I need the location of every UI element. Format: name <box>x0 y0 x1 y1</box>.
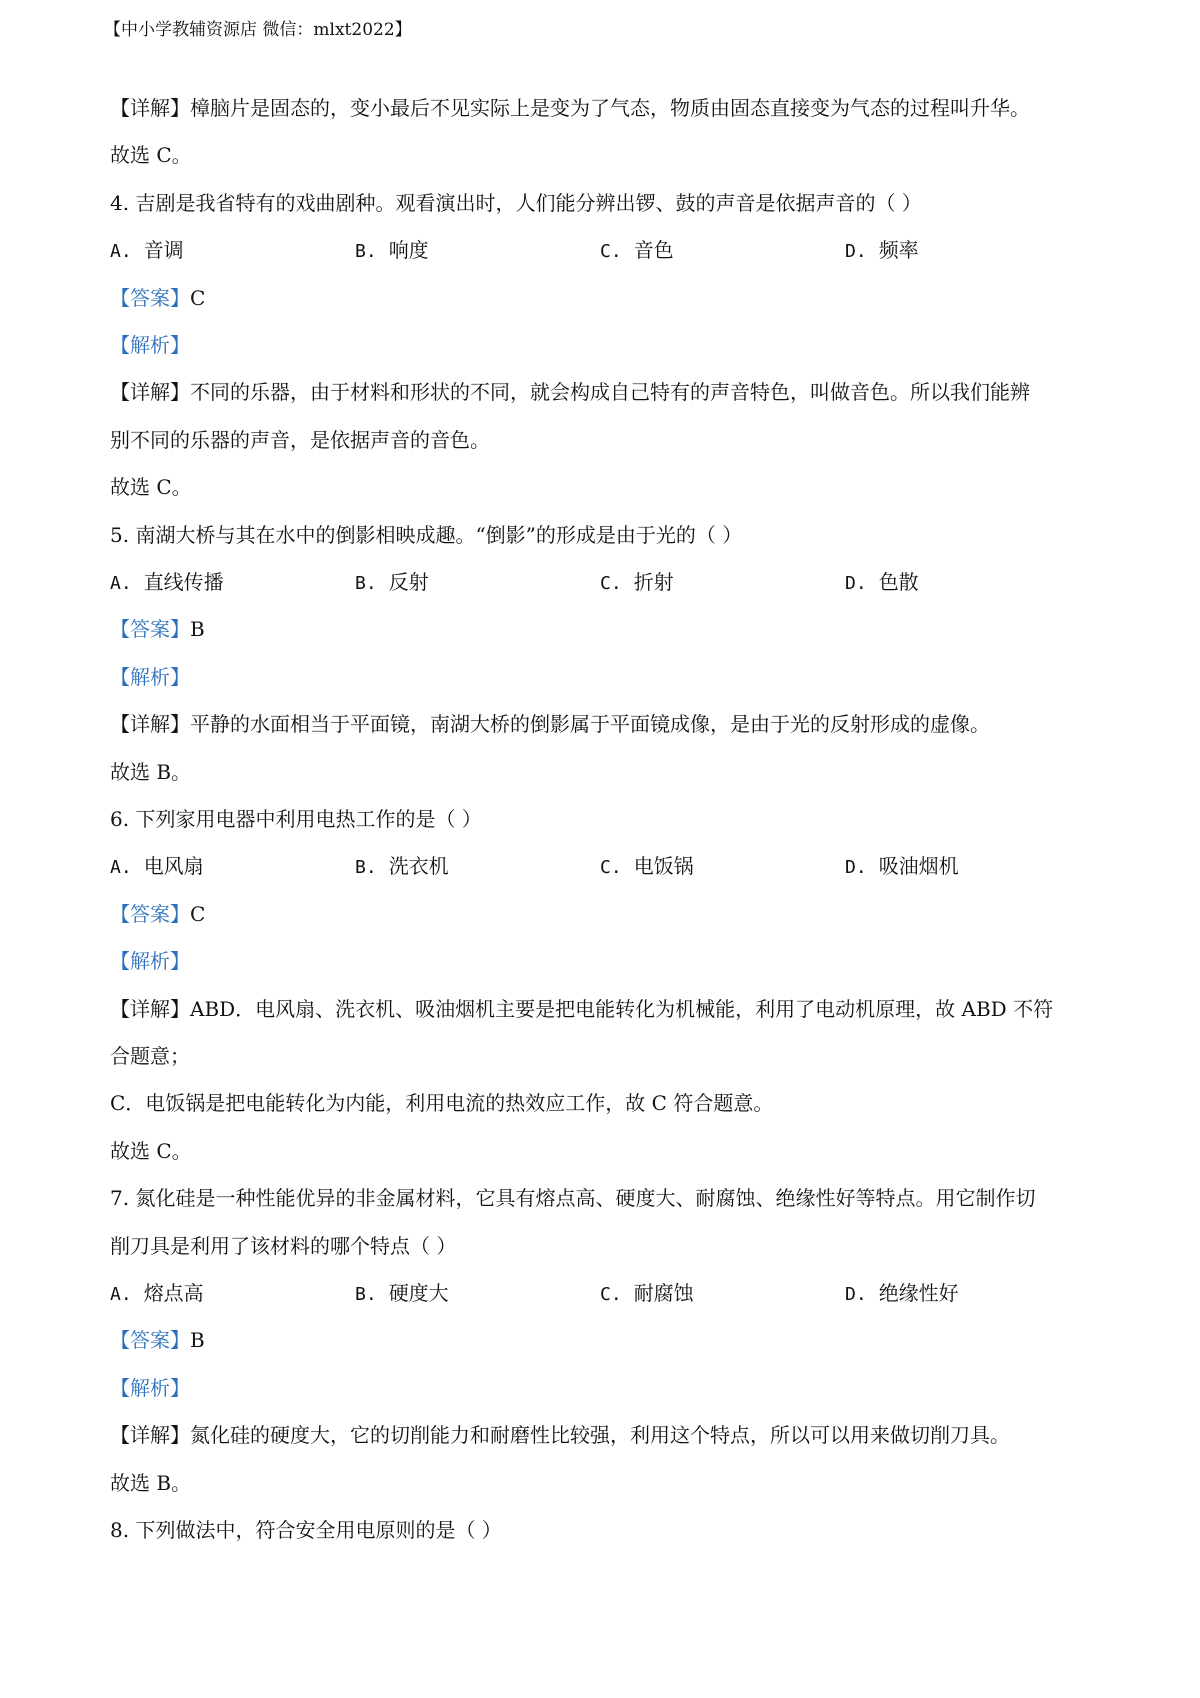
option-text: 电饭锅 <box>633 854 694 878</box>
option-letter: D. <box>845 857 867 878</box>
text-line: 【详解】不同的乐器，由于材料和形状的不同，就会构成自己特有的声音特色，叫做音色。所以我们能辨 <box>110 380 1030 404</box>
text-line: 7. 氮化硅是一种性能优异的非金属材料，它具有熔点高、硬度大、耐腐蚀、绝缘性好等特点。用它制作切 <box>110 1186 1036 1210</box>
option-b <box>355 1278 449 1310</box>
option-text: 响度 <box>388 238 429 262</box>
text-line: 6. 下列家用电器中利用电热工作的是（ ） <box>110 807 482 831</box>
text-line: 削刀具是利用了该材料的哪个特点（ ） <box>110 1234 457 1258</box>
option-text: 洗衣机 <box>388 854 449 878</box>
option-letter: A. <box>110 241 132 262</box>
text-line: C．电饭锅是把电能转化为内能，利用电流的热效应工作，故 C 符合题意。 <box>110 1091 774 1115</box>
option-text: 音色 <box>633 238 674 262</box>
text-line: 8. 下列做法中，符合安全用电原则的是（ ） <box>110 1518 502 1542</box>
analysis-label: 【解析】 <box>110 665 190 689</box>
option-letter: A. <box>110 857 132 878</box>
option-text: 直线传播 <box>143 570 224 594</box>
text-line: 故选 B。 <box>110 760 192 784</box>
answer-line <box>110 1325 1110 1355</box>
option-letter: A. <box>110 1284 132 1305</box>
answer-label: 【答案】 <box>110 1328 190 1352</box>
option-text: 硬度大 <box>388 1281 449 1305</box>
answer-value: B <box>190 617 205 641</box>
option-letter: D. <box>845 241 867 262</box>
answer-label: 【答案】 <box>110 617 190 641</box>
text-line: 【详解】氮化硅的硬度大，它的切削能力和耐磨性比较强，利用这个特点，所以可以用来做切削刀具。 <box>110 1423 1010 1447</box>
option-letter: C. <box>600 857 622 878</box>
option-letter: B. <box>355 241 377 262</box>
answer-value: C <box>190 286 206 310</box>
text-line: 合题意； <box>110 1044 190 1068</box>
option-text: 频率 <box>878 238 919 262</box>
option-d <box>845 1278 959 1310</box>
answer-value: C <box>190 902 206 926</box>
option-text: 电风扇 <box>143 854 204 878</box>
option-text: 色散 <box>878 570 919 594</box>
option-c <box>600 1278 694 1310</box>
option-letter: A. <box>110 573 132 594</box>
answer-label: 【答案】 <box>110 902 190 926</box>
answer-line <box>110 283 1110 313</box>
option-letter: B. <box>355 857 377 878</box>
text-line: 【详解】樟脑片是固态的，变小最后不见实际上是变为了气态，物质由固态直接变为气态的过程叫升华。 <box>110 96 1030 120</box>
option-a <box>110 567 224 599</box>
option-letter: C. <box>600 1284 622 1305</box>
option-c <box>600 235 674 267</box>
answer-line <box>110 614 1110 644</box>
analysis-label: 【解析】 <box>110 333 190 357</box>
option-c <box>600 851 694 883</box>
option-d <box>845 851 959 883</box>
page-header: 【中小学教辅资源店 微信：mlxt2022】 <box>104 20 412 40</box>
option-b <box>355 851 449 883</box>
option-text: 熔点高 <box>143 1281 204 1305</box>
option-text: 吸油烟机 <box>878 854 959 878</box>
text-line: 【详解】平静的水面相当于平面镜，南湖大桥的倒影属于平面镜成像，是由于光的反射形成的虚像。 <box>110 712 990 736</box>
text-line: 故选 C。 <box>110 143 192 167</box>
option-b <box>355 235 429 267</box>
option-b <box>355 567 429 599</box>
option-text: 折射 <box>633 570 674 594</box>
text-line: 故选 C。 <box>110 475 192 499</box>
option-letter: D. <box>845 573 867 594</box>
option-letter: B. <box>355 1284 377 1305</box>
option-text: 绝缘性好 <box>878 1281 959 1305</box>
option-text: 反射 <box>388 570 429 594</box>
option-letter: B. <box>355 573 377 594</box>
answer-value: B <box>190 1328 205 1352</box>
option-letter: C. <box>600 573 622 594</box>
answer-label: 【答案】 <box>110 286 190 310</box>
option-a <box>110 851 204 883</box>
text-line: 【详解】ABD．电风扇、洗衣机、吸油烟机主要是把电能转化为机械能，利用了电动机原理，故 ABD 不符 <box>110 997 1054 1021</box>
option-d <box>845 567 919 599</box>
text-line: 别不同的乐器的声音，是依据声音的音色。 <box>110 428 490 452</box>
option-d <box>845 235 919 267</box>
option-text: 耐腐蚀 <box>633 1281 694 1305</box>
option-a <box>110 1278 204 1310</box>
analysis-label: 【解析】 <box>110 1376 190 1400</box>
answer-line <box>110 899 1110 929</box>
option-text: 音调 <box>143 238 184 262</box>
text-line: 4. 吉剧是我省特有的戏曲剧种。观看演出时，人们能分辨出锣、鼓的声音是依据声音的（ ） <box>110 191 922 215</box>
text-line: 故选 B。 <box>110 1471 192 1495</box>
option-letter: C. <box>600 241 622 262</box>
analysis-label: 【解析】 <box>110 949 190 973</box>
option-c <box>600 567 674 599</box>
option-letter: D. <box>845 1284 867 1305</box>
option-a <box>110 235 184 267</box>
text-line: 故选 C。 <box>110 1139 192 1163</box>
text-line: 5. 南湖大桥与其在水中的倒影相映成趣。“倒影”的形成是由于光的（ ） <box>110 523 743 547</box>
